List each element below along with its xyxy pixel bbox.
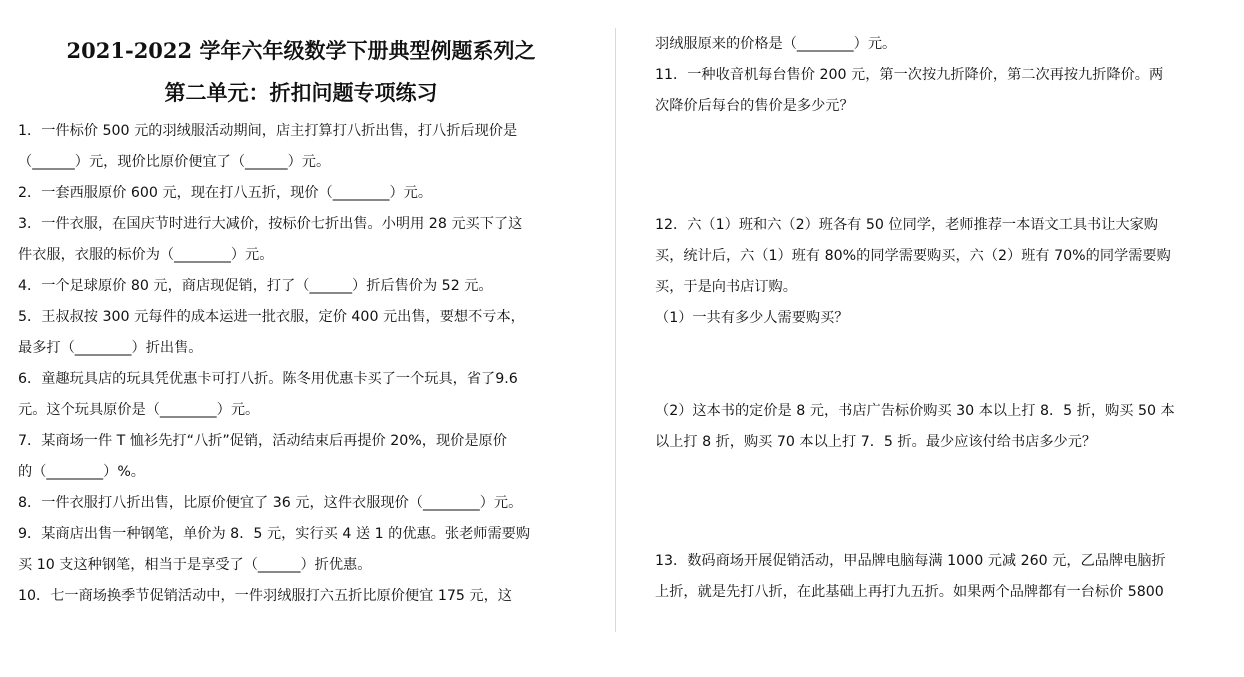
question-line: 以上打 8 折，购买 70 本以上打 7．5 折。最少应该付给书店多少元？	[655, 434, 1097, 450]
question-line: 12．六（1）班和六（2）班各有 50 位同学，老师推荐一本语文工具书让大家购	[655, 217, 1158, 233]
question-line: 的（________）%。	[18, 464, 145, 480]
left-column	[18, 0, 584, 612]
column-divider	[615, 28, 616, 632]
question-line: （2）这本书的定价是 8 元，书店广告标价购买 30 本以上打 8．5 折，购买 50 本	[655, 403, 1175, 419]
question-line: 6．童趣玩具店的玩具凭优惠卡可打八折。陈冬用优惠卡买了一个玩具，省了9.6	[18, 371, 518, 387]
question-line: 4．一个足球原价 80 元，商店现促销，打了（______）折后售价为 52 元。	[18, 278, 493, 294]
answer-space	[655, 458, 1215, 546]
question-line: 1．一件标价 500 元的羽绒服活动期间，店主打算打八折出售，打八折后现价是	[18, 123, 518, 139]
question-line: 7．某商场一件 T 恤衫先打“八折”促销，活动结束后再提价 20%，现价是原价	[18, 433, 507, 449]
question-line: 上折，就是先打八折，在此基础上再打九五折。如果两个品牌都有一台标价 5800	[655, 584, 1164, 600]
question-line: 买 10 支这种钢笔，相当于是享受了（______）折优惠。	[18, 557, 372, 573]
question-line: 9．某商店出售一种钢笔，单价为 8．5 元，实行买 4 送 1 的优惠。张老师需要购	[18, 526, 531, 542]
question-line: 买，于是向书店订购。	[655, 279, 797, 295]
page-title-line2: 第二单元：折扣问题专项练习	[164, 80, 438, 105]
question-line: 3．一件衣服，在国庆节时进行大减价，按标价七折出售。小明用 28 元买下了这	[18, 216, 523, 232]
question-line: 11．一种收音机每台售价 200 元，第一次按九折降价，第二次再按九折降价。两	[655, 67, 1164, 83]
question-line: 羽绒服原来的价格是（________）元。	[655, 36, 897, 52]
page-title-line1: 2021-2022 学年六年级数学下册典型例题系列之	[66, 38, 536, 63]
question-line: （1）一共有多少人需要购买？	[655, 310, 849, 326]
question-line: 10．七一商场换季节促销活动中，一件羽绒服打六五折比原价便宜 175 元，这	[18, 588, 512, 604]
question-line: 8．一件衣服打八折出售，比原价便宜了 36 元，这件衣服现价（________）元。	[18, 495, 523, 511]
question-line: 5．王叔叔按 300 元每件的成本运进一批衣服，定价 400 元出售，要想不亏本，	[18, 309, 525, 325]
answer-space	[655, 334, 1215, 396]
question-line: 最多打（________）折出售。	[18, 340, 203, 356]
question-line: 件衣服，衣服的标价为（________）元。	[18, 247, 274, 263]
question-line: （______）元，现价比原价便宜了（______）元。	[18, 154, 331, 170]
answer-space	[655, 122, 1215, 210]
right-column	[655, 29, 1215, 608]
question-line: 元。这个玩具原价是（________）元。	[18, 402, 260, 418]
question-line: 买，统计后，六（1）班有 80%的同学需要购买，六（2）班有 70%的同学需要购	[655, 248, 1171, 264]
question-line: 次降价后每台的售价是多少元？	[655, 98, 854, 114]
question-line: 2．一套西服原价 600 元，现在打八五折，现价（________）元。	[18, 185, 433, 201]
question-line: 13．数码商场开展促销活动，甲品牌电脑每满 1000 元减 260 元，乙品牌电脑折	[655, 553, 1166, 569]
